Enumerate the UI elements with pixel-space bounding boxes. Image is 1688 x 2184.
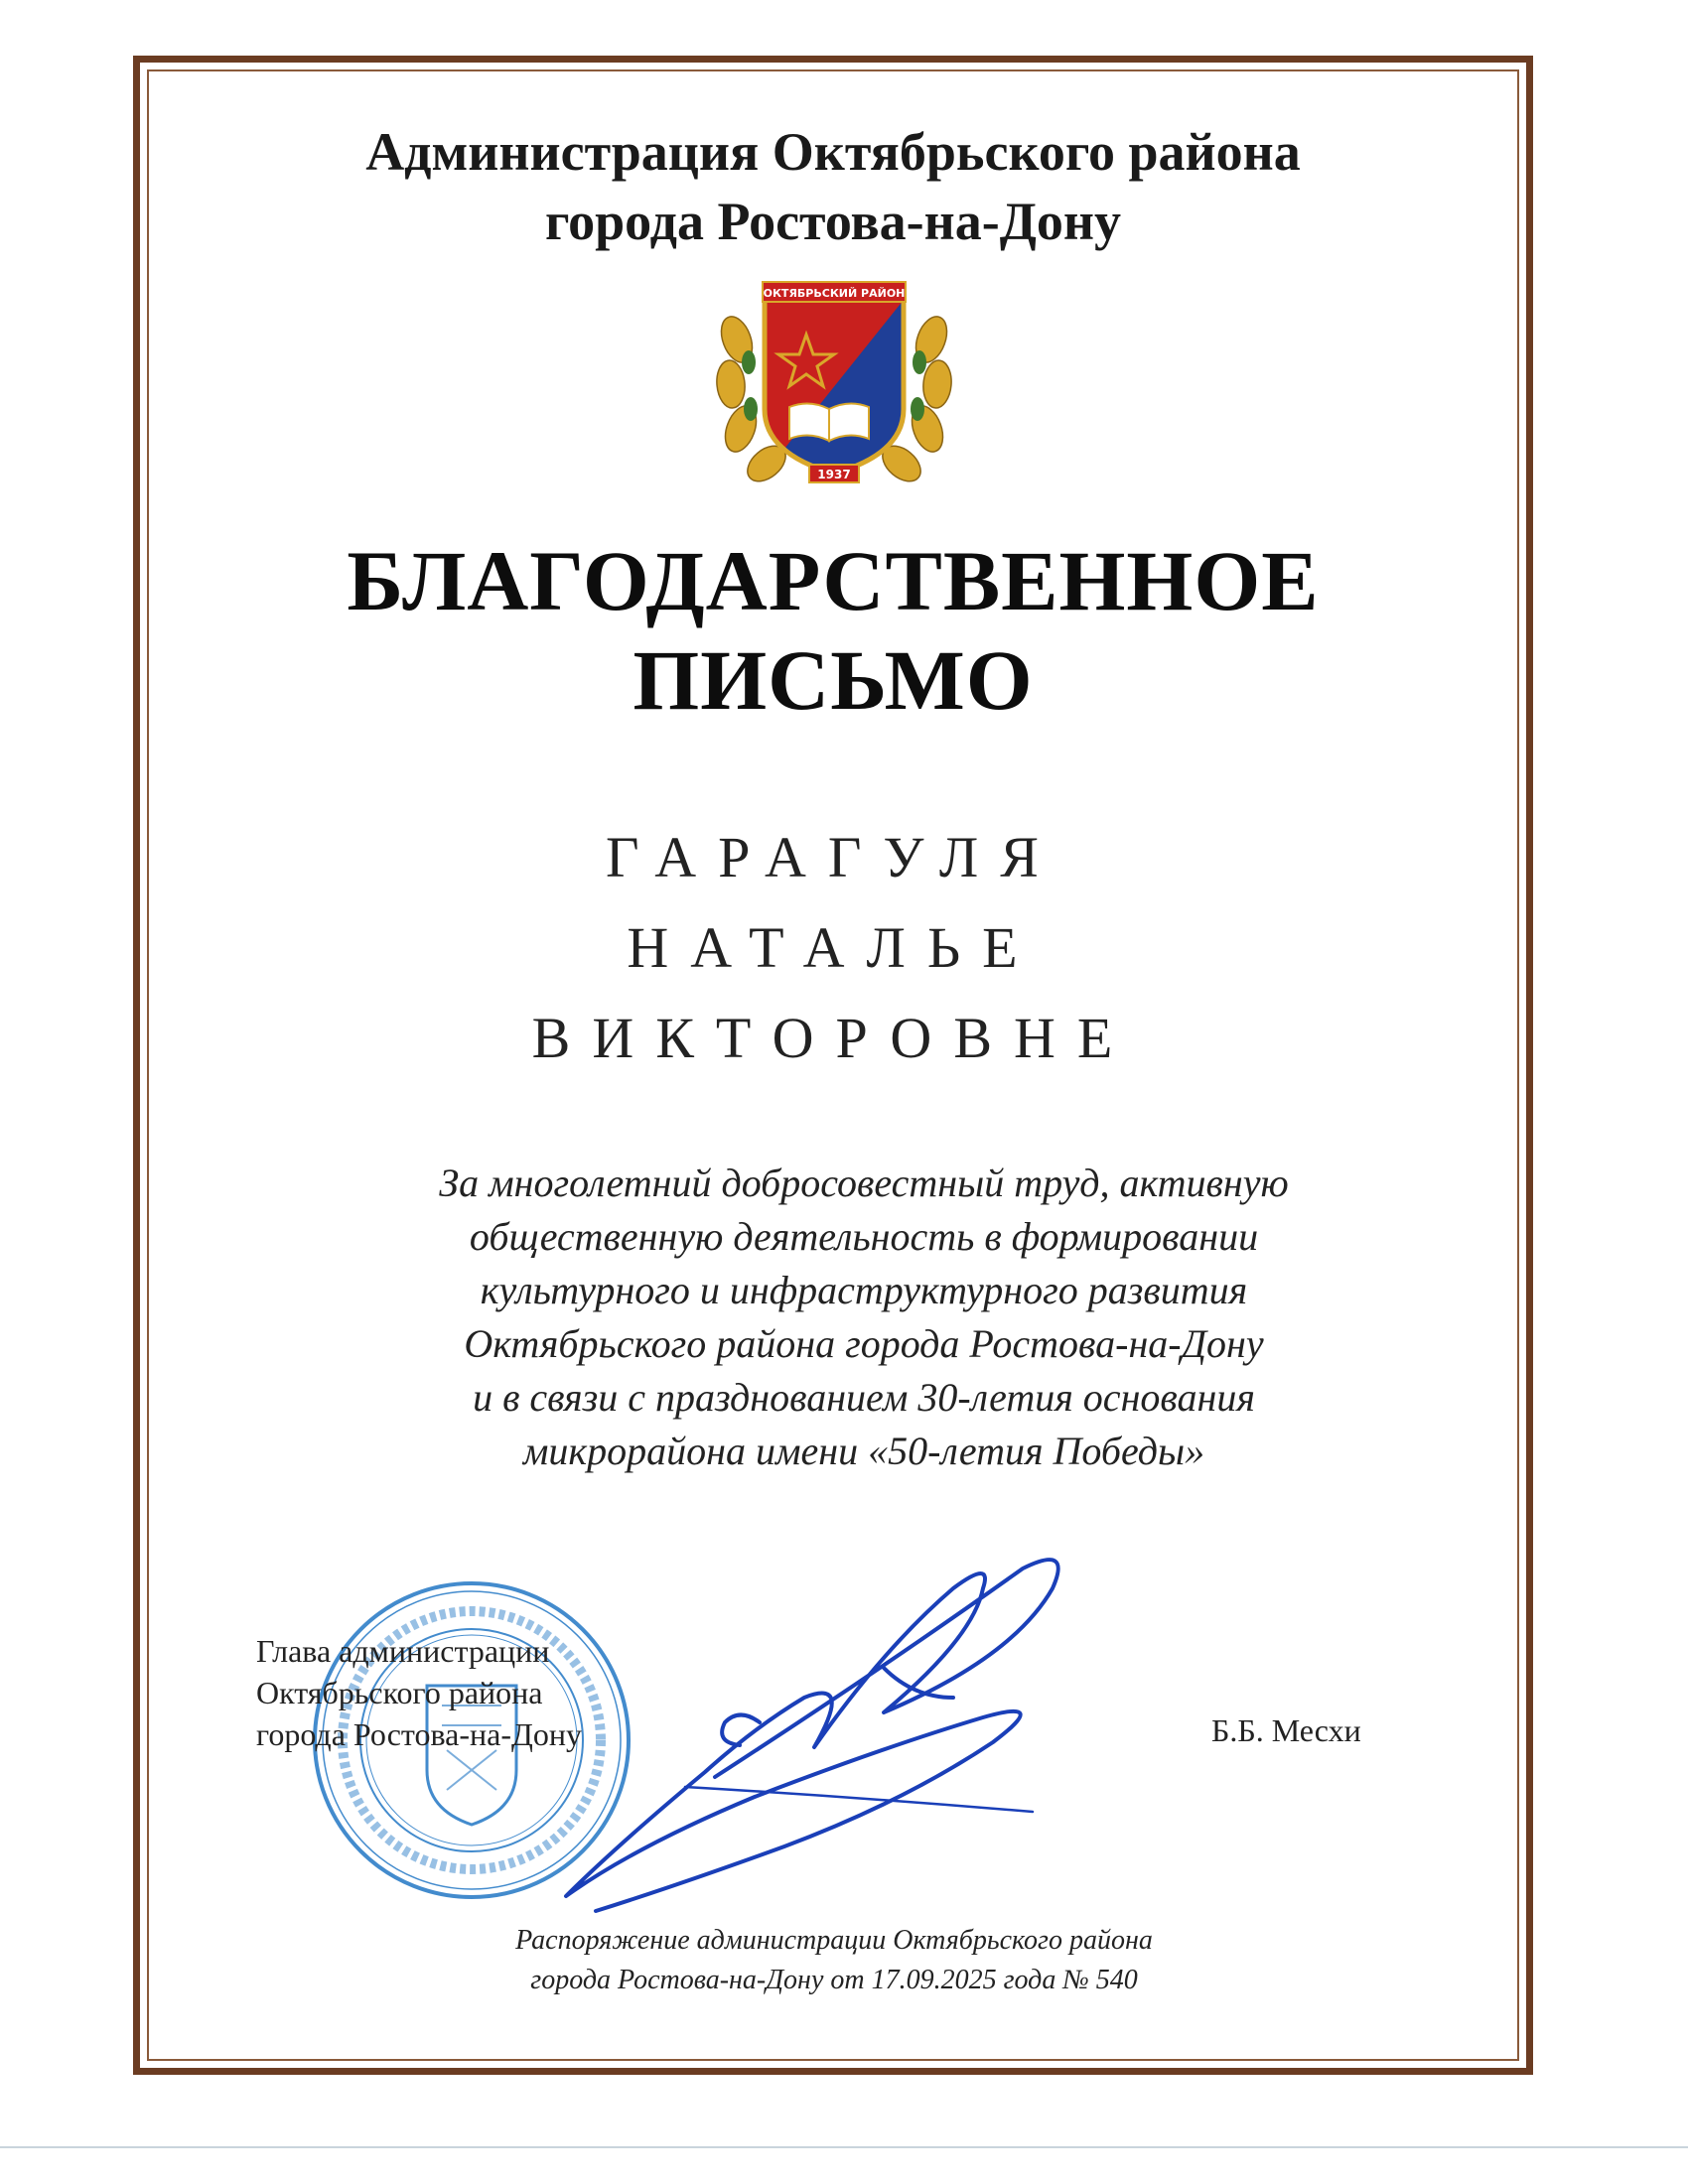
signer-position xyxy=(256,1630,582,1755)
position-line-3: города Ростова-на-Дону xyxy=(256,1716,582,1752)
district-coat-of-arms-icon xyxy=(715,260,953,488)
decree-line-2: города Ростова-на-Дону от 17.09.2025 года № 540 xyxy=(530,1965,1138,1995)
reason-line-5: и в связи с празднованием 30-летия основания xyxy=(473,1375,1255,1420)
recipient-patronymic: ВИКТОРОВНЕ xyxy=(531,1006,1135,1070)
decree-reference xyxy=(338,1921,1331,2000)
award-reason xyxy=(328,1157,1400,1478)
reason-line-2: общественную деятельность в формировании xyxy=(469,1214,1259,1259)
handwritten-signature-icon xyxy=(556,1549,1251,1926)
emblem-year: 1937 xyxy=(817,468,851,481)
issuer-line-2: города Ростова-на-Дону xyxy=(544,192,1122,251)
recipient-name xyxy=(147,812,1519,1083)
issuer-line-1: Администрация Октябрьского района xyxy=(365,122,1301,182)
recipient-first-name: НАТАЛЬЕ xyxy=(627,915,1040,980)
reason-line-1: За многолетний добросовестный труд, активную xyxy=(439,1160,1289,1205)
reason-line-3: культурного и инфраструктурного развития xyxy=(480,1268,1248,1312)
scan-edge-line xyxy=(0,2146,1688,2148)
emblem-banner-text: ОКТЯБРЬСКИЙ РАЙОН xyxy=(763,287,906,300)
signer-name: Б.Б. Месхи xyxy=(1211,1712,1361,1748)
decree-line-1: Распоряжение администрации Октябрьского района xyxy=(515,1925,1153,1956)
title-line-2: ПИСЬМО xyxy=(633,632,1034,728)
reason-line-6: микрорайона имени «50-летия Победы» xyxy=(522,1429,1205,1473)
position-line-1: Глава администрации xyxy=(256,1633,550,1669)
reason-line-4: Октябрьского района города Ростова-на-Дону xyxy=(464,1321,1264,1366)
document-title xyxy=(147,531,1519,730)
issuer-header xyxy=(147,117,1519,256)
recipient-surname: ГАРАГУЛЯ xyxy=(606,825,1060,889)
position-line-2: Октябрьского района xyxy=(256,1675,543,1710)
title-line-1: БЛАГОДАРСТВЕННОЕ xyxy=(347,533,1320,628)
